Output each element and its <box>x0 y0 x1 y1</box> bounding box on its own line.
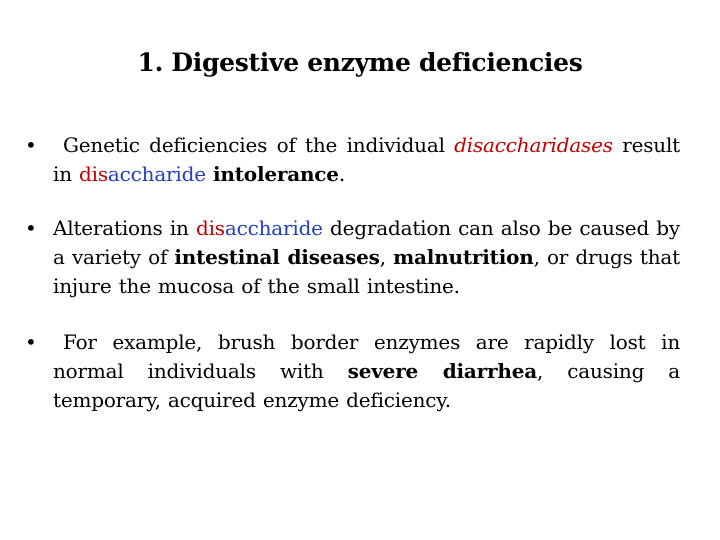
term-prefix: dis <box>79 162 108 186</box>
bullet-text-segment: result in <box>53 133 680 186</box>
slide-title: 1. Digestive enzyme deficiencies <box>137 48 583 77</box>
bullet-text-segment: Alterations in <box>53 216 196 240</box>
bullet-text-segment: degradation can also be caused by a variety of <box>53 216 680 269</box>
bullet-text <box>53 131 680 189</box>
bullet-marker: • <box>25 330 37 354</box>
bullet-text-segment: . <box>338 162 345 186</box>
bullet-text <box>53 328 680 415</box>
term-root: accharide <box>224 216 323 240</box>
term-intolerance: intolerance <box>213 162 339 186</box>
bullet-text-segment: , or drugs that injure the mucosa of the small intestine. <box>53 245 680 298</box>
bullet-text-segment: Genetic deficiencies of the individual <box>63 133 455 157</box>
bullet-text <box>53 214 680 301</box>
term-severe-diarrhea: severe diarrhea <box>347 359 537 383</box>
term-prefix: dis <box>196 216 225 240</box>
term-root: accharide <box>107 162 206 186</box>
term-intestinal-diseases: intestinal diseases <box>174 245 380 269</box>
bullet-marker: • <box>25 133 37 157</box>
bullet-text-segment <box>206 162 213 186</box>
bullet-marker: • <box>25 216 37 240</box>
term-malnutrition: malnutrition <box>393 245 534 269</box>
term-disaccharidases: disaccharidases <box>454 133 613 157</box>
bullet-text-segment: For example, brush border enzymes are rapidly lost in normal individuals with <box>53 330 680 383</box>
bullet-text-segment: , <box>379 245 394 269</box>
bullet-text-segment: , causing a temporary, acquired enzyme deficiency. <box>53 359 680 412</box>
